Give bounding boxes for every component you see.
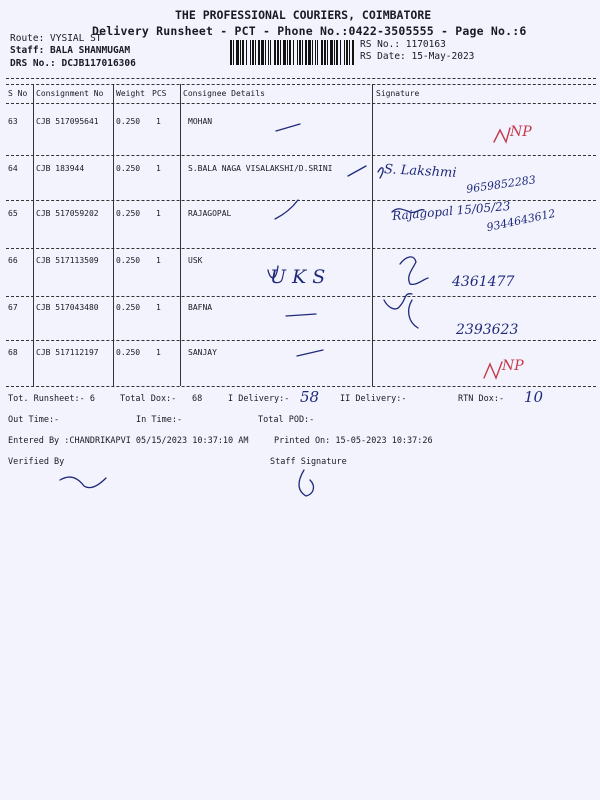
handwritten-phone: 9344643612 bbox=[485, 206, 557, 235]
total-dox-label: Total Dox:- bbox=[120, 394, 177, 404]
total-pod-label: Total POD:- bbox=[258, 415, 315, 425]
row-weight: 0.250 bbox=[116, 348, 141, 357]
row-consignee: S.BALA NAGA VISALAKSHI/D.SRINI bbox=[188, 164, 333, 173]
row-consignment: CJB 517113509 bbox=[36, 256, 99, 265]
entered-by: Entered By :CHANDRIKAPVI 05/15/2023 10:37:10 AM bbox=[8, 436, 249, 446]
row-consignee: BAFNA bbox=[188, 303, 213, 312]
barcode-image bbox=[230, 40, 354, 65]
divider bbox=[6, 296, 596, 297]
col-header-pcs: PCS bbox=[152, 89, 167, 98]
ii-delivery-label: II Delivery:- bbox=[340, 394, 407, 404]
column-separator bbox=[33, 84, 34, 386]
row-consignee: RAJAGOPAL bbox=[188, 209, 232, 218]
col-header-consignment: Consignment No bbox=[36, 89, 104, 98]
col-header-weight: Weight bbox=[116, 89, 145, 98]
row-sno: 68 bbox=[8, 348, 18, 357]
printed-on: Printed On: 15-05-2023 10:37:26 bbox=[274, 436, 433, 446]
row-consignment: CJB 517043480 bbox=[36, 303, 99, 312]
verified-by-label: Verified By bbox=[8, 457, 65, 467]
drs-number: DRS No.: DCJB117016306 bbox=[10, 58, 136, 69]
handwritten-phone: 9659852283 bbox=[465, 173, 537, 196]
row-weight: 0.250 bbox=[116, 164, 141, 173]
row-weight: 0.250 bbox=[116, 209, 141, 218]
row-sno: 67 bbox=[8, 303, 18, 312]
i-delivery-label: I Delivery:- bbox=[228, 394, 290, 404]
total-dox-value: 68 bbox=[192, 394, 203, 404]
runsheet-subtitle: Delivery Runsheet - PCT - Phone No.:0422-3505555 - Page No.:6 bbox=[92, 24, 527, 38]
row-pcs: 1 bbox=[156, 303, 161, 312]
row-pcs: 1 bbox=[156, 117, 161, 126]
staff-label: Staff: BALA SHANMUGAM bbox=[10, 45, 131, 56]
column-separator bbox=[372, 84, 373, 386]
row-sno: 65 bbox=[8, 209, 18, 218]
handwritten-np: NP bbox=[502, 358, 524, 374]
column-separator bbox=[113, 84, 114, 386]
row-sno: 66 bbox=[8, 256, 18, 265]
divider bbox=[6, 155, 596, 156]
rs-date: RS Date: 15-May-2023 bbox=[360, 51, 475, 62]
staff-signature-label: Staff Signature bbox=[270, 457, 347, 467]
handwritten-phone: 4361477 bbox=[452, 274, 515, 290]
col-header-signature: Signature bbox=[376, 89, 420, 98]
handwritten-signature: UKS bbox=[270, 266, 332, 288]
divider bbox=[6, 103, 596, 104]
row-consignment: CJB 183944 bbox=[36, 164, 85, 173]
row-pcs: 1 bbox=[156, 256, 161, 265]
row-sno: 64 bbox=[8, 164, 18, 173]
out-time-label: Out Time:- bbox=[8, 415, 60, 425]
row-sno: 63 bbox=[8, 117, 18, 126]
row-weight: 0.250 bbox=[116, 117, 141, 126]
row-consignment: CJB 517095641 bbox=[36, 117, 99, 126]
handwritten-signature: S. Lakshmi bbox=[383, 162, 457, 181]
row-pcs: 1 bbox=[156, 164, 161, 173]
divider bbox=[6, 340, 596, 341]
handwritten-phone: 2393623 bbox=[456, 322, 519, 338]
divider bbox=[6, 248, 596, 249]
row-weight: 0.250 bbox=[116, 303, 141, 312]
i-delivery-value: 58 bbox=[300, 388, 320, 406]
col-header-consignee: Consignee Details bbox=[183, 89, 265, 98]
route-label: Route: VYSIAL ST bbox=[10, 33, 102, 44]
rtn-dox-value: 10 bbox=[524, 388, 544, 406]
rtn-dox-label: RTN Dox:- bbox=[458, 394, 505, 404]
row-consignment: CJB 517059202 bbox=[36, 209, 99, 218]
tot-runsheet: Tot. Runsheet:- 6 bbox=[8, 394, 95, 404]
column-separator bbox=[180, 84, 181, 386]
in-time-label: In Time:- bbox=[136, 415, 183, 425]
divider bbox=[6, 386, 596, 387]
row-consignee: SANJAY bbox=[188, 348, 217, 357]
divider bbox=[6, 78, 596, 79]
company-title: THE PROFESSIONAL COURIERS, COIMBATORE bbox=[175, 8, 432, 22]
handwritten-signature: Rajagopal 15/05/23 bbox=[391, 198, 512, 224]
row-consignee: MOHAN bbox=[188, 117, 213, 126]
row-pcs: 1 bbox=[156, 209, 161, 218]
col-header-sno: S No bbox=[8, 89, 28, 98]
row-pcs: 1 bbox=[156, 348, 161, 357]
row-consignment: CJB 517112197 bbox=[36, 348, 99, 357]
row-weight: 0.250 bbox=[116, 256, 141, 265]
handwritten-np: NP bbox=[510, 124, 532, 140]
divider bbox=[6, 84, 596, 85]
row-consignee: USK bbox=[188, 256, 203, 265]
rs-number: RS No.: 1170163 bbox=[360, 39, 446, 50]
